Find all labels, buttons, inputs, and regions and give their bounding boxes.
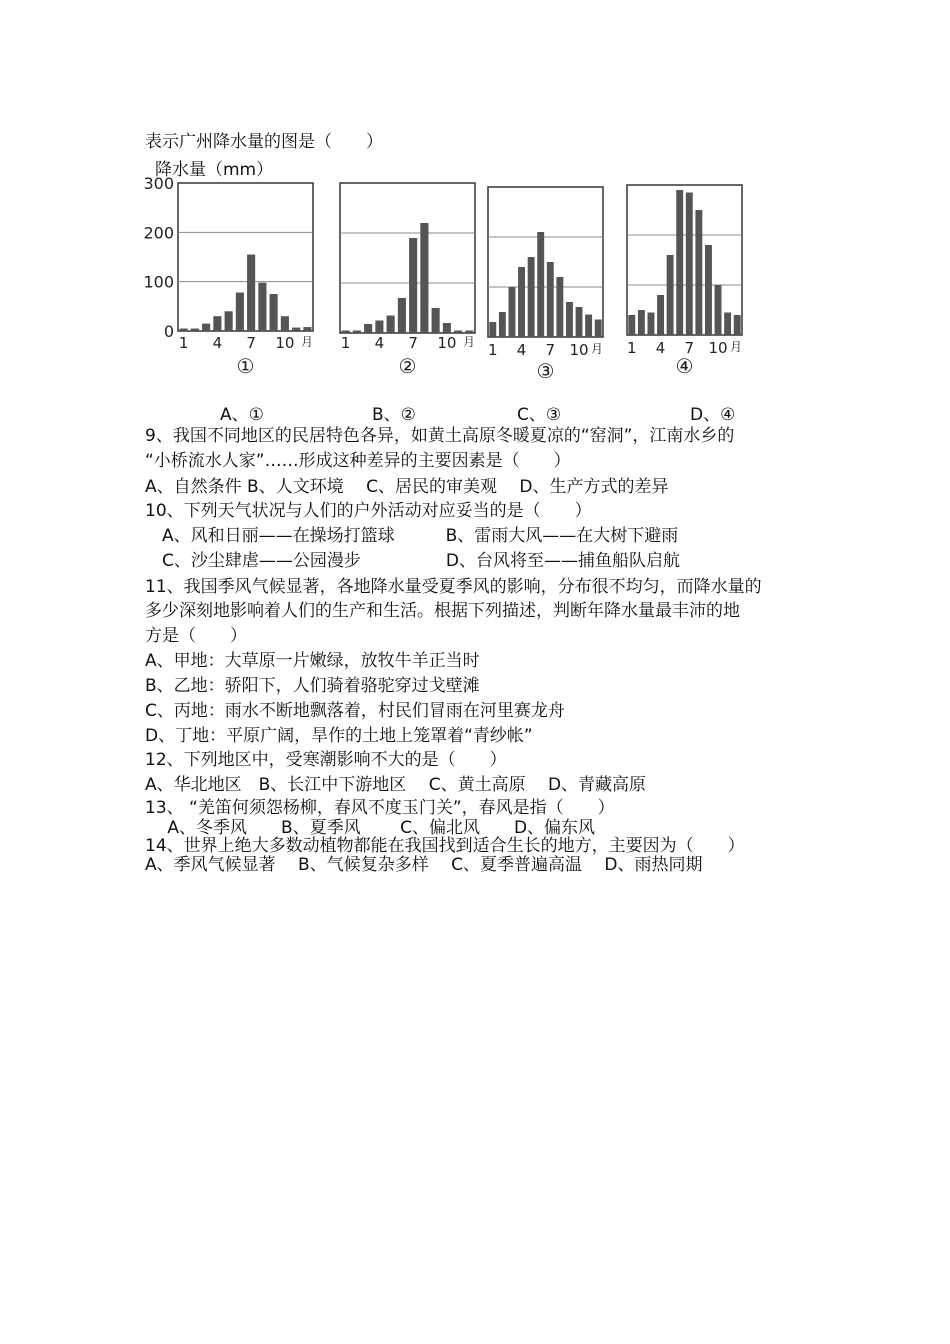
x-tick-label: 10 [569, 341, 589, 359]
bar-month-6 [676, 190, 683, 335]
x-tick-label: 10 [437, 334, 457, 352]
bar-month-11 [724, 313, 731, 336]
bar-month-7 [547, 262, 554, 337]
option-b: B、② [372, 405, 416, 425]
chart-number-label: ① [236, 354, 255, 378]
y-tick-label: 100 [143, 272, 174, 292]
bar-month-2 [353, 331, 361, 334]
q12-stem: 12、下列地区中，受寒潮影响不大的是（ ） [145, 750, 507, 770]
question-8-title: 表示广州降水量的图是（ ） [145, 132, 383, 152]
x-unit-label: 月 [590, 342, 604, 356]
q14-options: A、季风气候显著 B、气候复杂多样 C、夏季普遍高温 D、雨热同期 [145, 855, 703, 875]
bar-month-4 [518, 267, 525, 337]
bar-month-12 [303, 327, 311, 331]
bar-month-8 [556, 277, 563, 337]
option-d: D、④ [690, 405, 736, 425]
bar-month-6 [398, 298, 406, 333]
bar-month-12 [734, 315, 741, 335]
bar-month-1 [180, 329, 188, 331]
precip-chart-3 [480, 175, 610, 385]
x-tick-label: 1 [340, 334, 351, 352]
q13-options: A、冬季风 B、夏季风 C、偏北风 D、偏东风 [145, 818, 596, 838]
precip-chart-1 [140, 175, 325, 380]
q11-option-c: C、丙地：雨水不断地飘落着，村民们冒雨在河里赛龙舟 [145, 701, 565, 721]
bar-month-11 [292, 328, 300, 331]
bar-month-3 [364, 324, 372, 333]
x-tick-label: 4 [374, 334, 385, 352]
bar-month-2 [638, 310, 645, 335]
chart-number-label: ④ [675, 354, 694, 378]
bar-month-10 [443, 323, 451, 333]
q10-options-cd: C、沙尘肆虐——公园漫步 D、台风将至——捕鱼船队启航 [145, 551, 680, 571]
x-tick-label: 7 [545, 341, 556, 359]
bar-month-7 [686, 193, 693, 336]
bar-month-5 [528, 257, 535, 337]
bar-month-9 [566, 302, 573, 337]
bar-month-10 [576, 307, 583, 337]
bar-month-9 [270, 294, 278, 331]
bar-month-2 [191, 329, 199, 331]
bar-month-1 [489, 322, 496, 337]
bar-month-6 [537, 232, 544, 337]
q9-options: A、自然条件 B、人文环境 C、居民的审美观 D、生产方式的差异 [145, 477, 669, 497]
q10-stem: 10、下列天气状况与人们的户外活动对应妥当的是（ ） [145, 501, 592, 521]
x-tick-label: 1 [178, 334, 189, 352]
q10-options-ab: A、风和日丽——在操场打篮球 B、雷雨大风——在大树下避雨 [145, 526, 679, 546]
x-unit-label: 月 [300, 335, 314, 349]
bar-month-10 [281, 316, 289, 331]
q11-line-1: 11、我国季风气候显著，各地降水量受夏季风的影响，分布很不均匀，而降水量的 [145, 577, 762, 597]
precip-chart-2 [335, 175, 480, 380]
q11-option-b: B、乙地：骄阳下，人们骑着骆驼穿过戈壁滩 [145, 676, 480, 696]
chart-number-label: ③ [536, 359, 555, 383]
x-tick-label: 10 [275, 334, 295, 352]
x-tick-label: 7 [246, 334, 256, 352]
bar-month-1 [342, 331, 350, 334]
x-tick-label: 4 [212, 334, 223, 352]
bar-month-7 [409, 238, 417, 333]
bar-month-9 [432, 308, 440, 333]
bar-month-10 [715, 285, 722, 335]
bar-month-6 [236, 293, 244, 331]
y-tick-label: 300 [143, 174, 174, 193]
y-tick-label: 200 [143, 223, 174, 243]
bar-month-11 [585, 315, 592, 338]
bar-month-12 [465, 331, 473, 334]
bar-month-8 [420, 223, 428, 333]
q9-line-2: “小桥流水人家”……形成这种差异的主要因素是（ ） [145, 451, 571, 471]
q11-option-a: A、甲地：大草原一片嫩绿，放牧牛羊正当时 [145, 651, 480, 671]
bar-month-5 [225, 311, 233, 331]
option-c: C、③ [517, 405, 562, 425]
x-tick-label: 4 [655, 339, 666, 357]
x-tick-label: 1 [488, 341, 498, 359]
bar-month-3 [202, 324, 210, 331]
q14-stem: 14、世界上绝大多数动植物都能在我国找到适合生长的地方，主要因为（ ） [145, 836, 745, 856]
x-tick-label: 10 [708, 339, 728, 357]
bar-month-5 [667, 255, 674, 335]
q11-line-2: 多少深刻地影响着人们的生产和生活。根据下列描述，判断年降水量最丰沛的地 [145, 601, 740, 621]
x-tick-label: 4 [516, 341, 527, 359]
bar-month-11 [454, 331, 462, 334]
bar-month-3 [509, 287, 516, 337]
bar-month-3 [648, 313, 655, 336]
plot-frame [178, 183, 313, 331]
bar-month-9 [705, 245, 712, 335]
bar-month-8 [695, 210, 702, 335]
q11-line-3: 方是（ ） [145, 626, 247, 646]
q11-option-d: D、丁地：平原广阔，旱作的土地上笼罩着“青纱帐” [145, 726, 533, 746]
x-tick-label: 7 [684, 339, 695, 357]
bar-month-4 [213, 316, 221, 331]
bar-month-8 [258, 283, 266, 331]
q13-stem: 13、 “羌笛何须怨杨柳，春风不度玉门关”，春风是指（ ） [145, 798, 615, 818]
plot-frame [340, 183, 475, 333]
x-unit-label: 月 [729, 340, 743, 354]
bar-month-7 [247, 255, 255, 331]
x-tick-label: 7 [408, 334, 418, 352]
option-a: A、① [220, 405, 264, 425]
bar-month-4 [375, 321, 383, 334]
y-tick-label: 0 [163, 322, 174, 341]
bar-month-5 [387, 316, 395, 334]
bar-month-1 [628, 315, 635, 335]
q9-line-1: 9、我国不同地区的民居特色各异，如黄土高原冬暖夏凉的“窑洞”，江南水乡的 [145, 426, 735, 446]
q12-options: A、华北地区 B、长江中下游地区 C、黄土高原 D、青藏高原 [145, 775, 647, 795]
bar-month-12 [595, 320, 602, 338]
bar-month-2 [499, 312, 506, 337]
x-tick-label: 1 [627, 339, 637, 357]
bar-month-4 [657, 295, 664, 335]
chart-number-label: ② [398, 354, 417, 378]
precip-chart-4 [620, 175, 750, 385]
y-axis-unit-label: 降水量（mm） [155, 160, 274, 180]
x-unit-label: 月 [462, 335, 476, 349]
